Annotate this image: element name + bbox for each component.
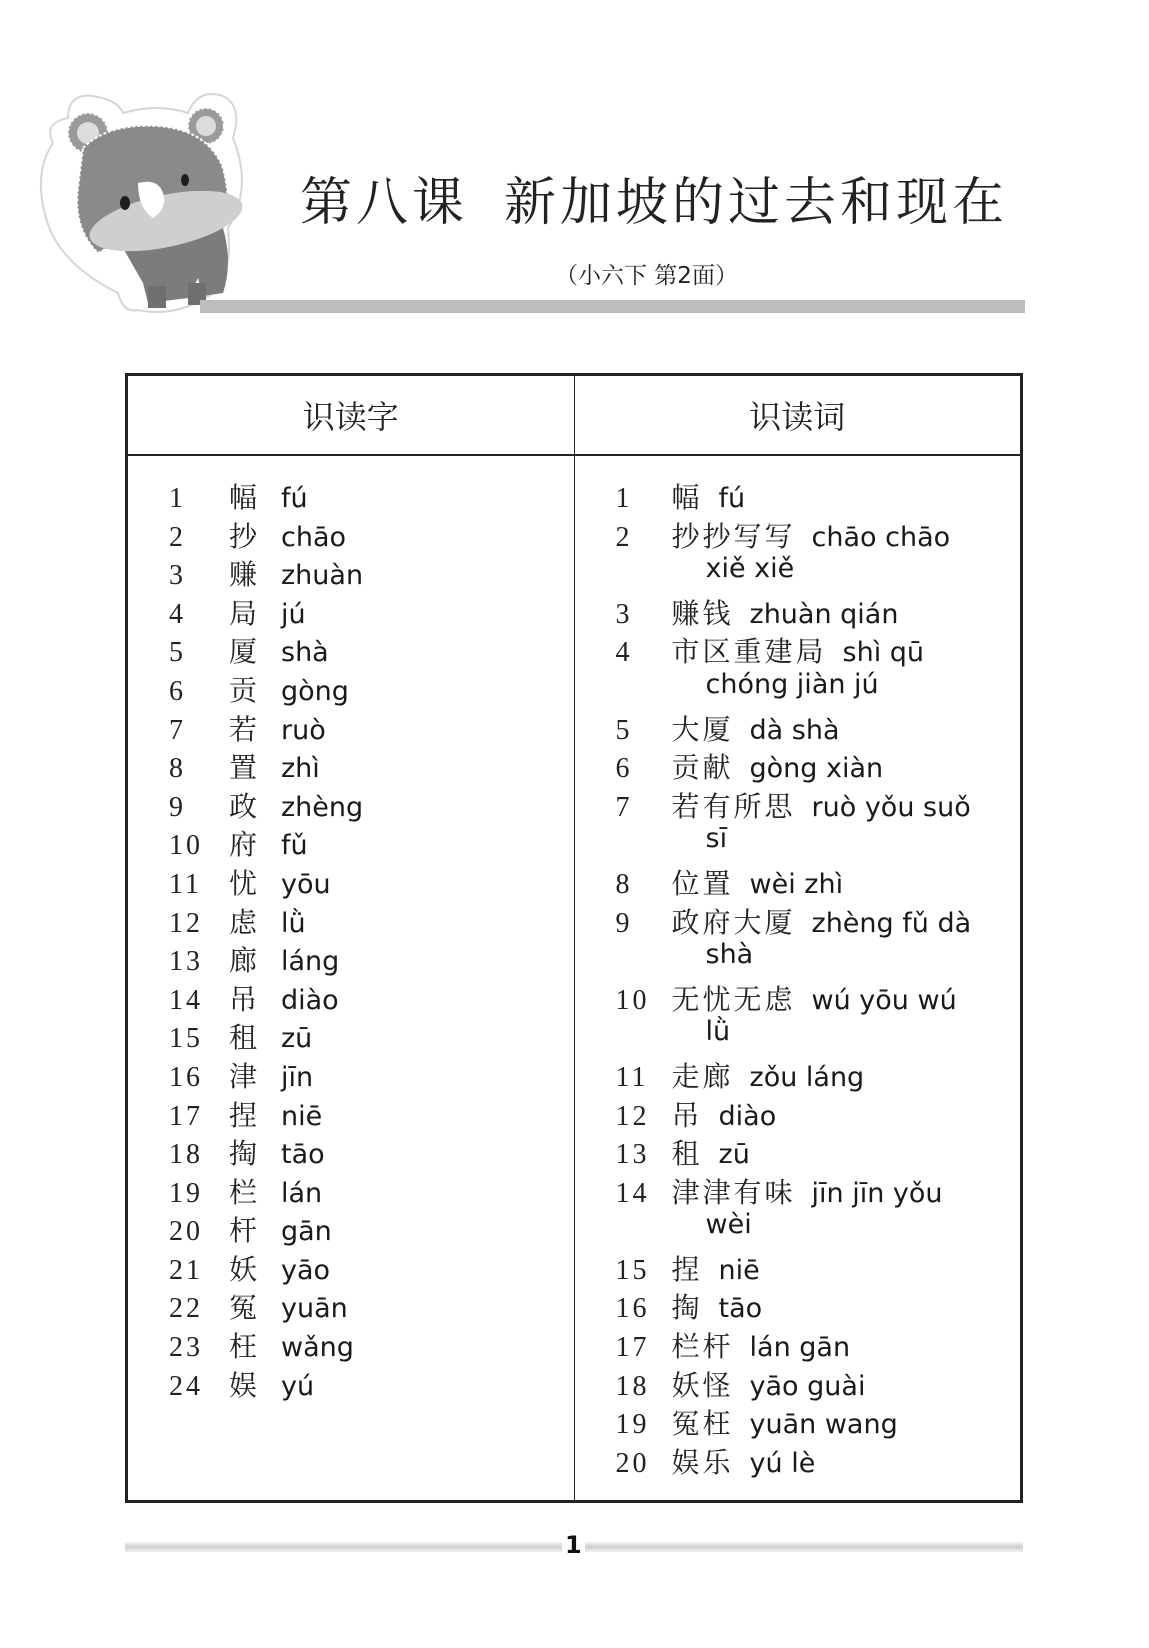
entry-character: 廊 <box>229 944 258 978</box>
character-entry <box>129 592 573 631</box>
entry-number: 20 <box>169 1216 203 1248</box>
entry-word: 位置 <box>671 866 734 900</box>
page-subtitle: （小六下 第2面） <box>555 263 738 289</box>
entry-character: 掏 <box>229 1137 258 1171</box>
entry-character: 枉 <box>229 1330 258 1364</box>
entry-pinyin: zū <box>718 1139 750 1171</box>
lesson-title: 新加坡的过去和现在 <box>504 173 1009 233</box>
word-entry <box>576 1402 1020 1441</box>
tapir-mascot-icon <box>28 78 258 318</box>
entry-character: 局 <box>229 596 258 630</box>
entry-word: 娱乐 <box>671 1445 734 1479</box>
character-entry <box>129 978 573 1017</box>
entry-number: 9 <box>169 791 186 823</box>
word-entry <box>576 1132 1020 1171</box>
entry-pinyin: zhèng <box>281 791 364 823</box>
entry-character: 津 <box>229 1059 258 1093</box>
word-entry <box>576 1364 1020 1403</box>
character-entry <box>129 476 573 515</box>
word-entry <box>576 476 1020 515</box>
entry-pinyin: ruò <box>281 714 326 746</box>
entry-number: 4 <box>615 637 633 669</box>
entry-character: 虑 <box>229 905 258 939</box>
entry-number: 2 <box>169 521 186 553</box>
lesson-number: 第八课 <box>300 173 469 233</box>
entry-word: 栏杆 <box>671 1330 734 1364</box>
entry-word: 捏 <box>671 1252 703 1286</box>
entry-number: 3 <box>169 560 186 592</box>
entry-pinyin: zhì <box>281 753 320 785</box>
word-entry <box>576 978 1020 1017</box>
entry-number: 10 <box>169 830 203 862</box>
character-entry <box>129 862 573 901</box>
entry-number: 18 <box>615 1370 650 1402</box>
word-entry <box>576 785 1020 824</box>
entry-word: 大厦 <box>671 712 734 746</box>
character-entry <box>129 1055 573 1094</box>
entry-number: 11 <box>615 1061 649 1093</box>
word-entry <box>576 1171 1020 1210</box>
character-entry <box>129 1132 573 1171</box>
character-entry <box>129 901 573 940</box>
entry-pinyin: fú <box>718 483 746 514</box>
entry-pinyin: wú yōu wú <box>811 984 957 1016</box>
entry-pinyin: diào <box>281 984 339 1016</box>
character-entry <box>129 823 573 862</box>
entry-number: 9 <box>615 907 633 939</box>
entry-character: 贡 <box>229 673 258 707</box>
entry-pinyin: zhuàn <box>281 560 364 592</box>
entry-character: 妖 <box>229 1252 258 1286</box>
character-entry <box>129 1248 573 1287</box>
entry-pinyin: jīn <box>281 1061 314 1093</box>
entry-number: 11 <box>169 868 202 900</box>
entry-number: 19 <box>615 1409 650 1441</box>
entry-pinyin: jú <box>281 598 306 630</box>
entry-number: 20 <box>615 1447 650 1479</box>
entry-word: 无忧无虑 <box>671 982 796 1016</box>
entry-word: 市区重建局 <box>671 635 827 669</box>
entry-pinyin-continuation: chóng jiàn jú <box>705 668 879 700</box>
entry-number: 21 <box>169 1254 203 1286</box>
entry-pinyin: lǜ <box>281 907 306 939</box>
entry-word: 津津有味 <box>671 1175 796 1209</box>
entry-word: 吊 <box>671 1098 703 1132</box>
entry-character: 若 <box>229 712 258 746</box>
entry-pinyin: chāo <box>281 521 347 553</box>
entry-word: 政府大厦 <box>671 905 796 939</box>
entry-pinyin: tāo <box>718 1293 763 1325</box>
entry-character: 娱 <box>229 1368 258 1402</box>
header-divider-bar <box>200 300 1025 313</box>
character-entry <box>129 1209 573 1248</box>
word-entry <box>576 592 1020 631</box>
characters-list <box>129 476 573 1402</box>
entry-number: 3 <box>615 598 633 630</box>
entry-character: 厦 <box>229 635 258 669</box>
header-words: 识读词 <box>574 375 1022 456</box>
words-column <box>574 455 1022 1502</box>
tapir-mascot-illustration <box>28 78 258 318</box>
entry-number: 1 <box>615 483 633 514</box>
page-title <box>300 160 1008 235</box>
word-entry <box>576 630 1020 669</box>
word-entry <box>576 901 1020 940</box>
entry-pinyin: yú lè <box>749 1447 816 1479</box>
entry-pinyin-continuation: sī <box>705 823 728 855</box>
entry-word: 若有所思 <box>671 789 796 823</box>
entry-pinyin: niē <box>281 1100 323 1132</box>
header-characters: 识读字 <box>127 375 575 456</box>
characters-column <box>127 455 575 1502</box>
entry-number: 8 <box>169 753 186 785</box>
entry-number: 4 <box>169 598 186 630</box>
entry-word: 掏 <box>671 1291 703 1325</box>
entry-pinyin: gòng xiàn <box>749 753 884 785</box>
word-entry <box>576 1325 1020 1364</box>
entry-word: 租 <box>671 1137 703 1171</box>
entry-character: 忧 <box>229 866 258 900</box>
word-entry <box>576 746 1020 785</box>
entry-pinyin: yuān <box>281 1293 348 1325</box>
word-entry <box>576 1094 1020 1133</box>
entry-pinyin: shì qū <box>842 637 925 669</box>
entry-pinyin: zhuàn qián <box>749 598 899 630</box>
character-entry <box>129 669 573 708</box>
entry-number: 2 <box>615 521 633 553</box>
entry-character: 抄 <box>229 519 258 553</box>
word-entry <box>576 862 1020 901</box>
entry-number: 12 <box>169 907 203 939</box>
word-entry <box>576 1441 1020 1480</box>
entry-pinyin: yuān wang <box>749 1409 898 1441</box>
entry-number: 15 <box>169 1023 203 1055</box>
entry-character: 栏 <box>229 1175 258 1209</box>
entry-pinyin-continuation: shà <box>705 939 754 971</box>
entry-word: 赚钱 <box>671 596 734 630</box>
character-entry <box>129 1171 573 1210</box>
entry-number: 5 <box>615 714 633 746</box>
character-entry <box>129 1325 573 1364</box>
entry-character: 府 <box>229 828 258 862</box>
word-entry <box>576 515 1020 554</box>
entry-pinyin: lán gān <box>749 1332 851 1364</box>
entry-number: 6 <box>169 675 186 707</box>
entry-number: 8 <box>615 868 633 900</box>
entry-word: 妖怪 <box>671 1368 734 1402</box>
character-entry <box>129 746 573 785</box>
entry-pinyin-continuation: xiě xiě <box>705 553 795 585</box>
entry-number: 13 <box>615 1139 650 1171</box>
entry-pinyin: zhèng fǔ dà <box>811 907 972 939</box>
entry-word: 冤枉 <box>671 1407 734 1441</box>
entry-number: 16 <box>615 1293 650 1325</box>
entry-pinyin: gòng <box>281 675 349 707</box>
entry-character: 杆 <box>229 1214 258 1248</box>
character-entry <box>129 1016 573 1055</box>
entry-number: 7 <box>169 714 186 746</box>
entry-pinyin: yōu <box>281 868 331 900</box>
entry-pinyin: lán <box>281 1177 323 1209</box>
entry-pinyin: gān <box>281 1216 332 1248</box>
entry-number: 5 <box>169 637 186 669</box>
entry-number: 12 <box>615 1100 650 1132</box>
entry-number: 10 <box>615 984 650 1016</box>
entry-number: 15 <box>615 1254 650 1286</box>
entry-character: 冤 <box>229 1291 258 1325</box>
entry-pinyin: fú <box>281 483 308 514</box>
entry-pinyin: zū <box>281 1023 313 1055</box>
vocabulary-table <box>125 373 1023 1503</box>
entry-pinyin: wèi zhì <box>749 868 844 900</box>
entry-word: 走廊 <box>671 1059 734 1093</box>
entry-character: 吊 <box>229 982 258 1016</box>
word-entry <box>576 1248 1020 1287</box>
word-entry <box>576 708 1020 747</box>
entry-number: 7 <box>615 791 633 823</box>
entry-character: 捏 <box>229 1098 258 1132</box>
character-entry <box>129 708 573 747</box>
entry-pinyin: chāo chāo <box>811 521 951 553</box>
entry-pinyin: wǎng <box>281 1332 354 1364</box>
character-entry <box>129 515 573 554</box>
entry-pinyin: tāo <box>281 1139 325 1171</box>
entry-pinyin-continuation: wèi <box>705 1209 752 1241</box>
entry-number: 14 <box>169 984 203 1016</box>
entry-pinyin: niē <box>718 1254 760 1286</box>
entry-pinyin: shà <box>281 637 329 669</box>
page-number: 1 <box>562 1531 585 1559</box>
entry-number: 6 <box>615 753 633 785</box>
character-entry <box>129 1286 573 1325</box>
entry-character: 赚 <box>229 558 258 592</box>
entry-number: 13 <box>169 946 203 978</box>
entry-number: 24 <box>169 1370 203 1402</box>
entry-pinyin: jīn jīn yǒu <box>811 1177 943 1209</box>
character-entry <box>129 630 573 669</box>
word-entry <box>576 1286 1020 1325</box>
words-list <box>576 476 1020 1479</box>
entry-number: 1 <box>169 483 186 514</box>
entry-pinyin: yāo guài <box>749 1370 866 1402</box>
entry-character: 置 <box>229 751 258 785</box>
entry-number: 16 <box>169 1061 203 1093</box>
character-entry <box>129 939 573 978</box>
entry-number: 17 <box>169 1100 203 1132</box>
entry-number: 14 <box>615 1177 650 1209</box>
entry-pinyin: diào <box>718 1100 777 1132</box>
character-entry <box>129 1364 573 1403</box>
entry-word: 抄抄写写 <box>671 519 796 553</box>
word-entry <box>576 1055 1020 1094</box>
entry-pinyin: ruò yǒu suǒ <box>811 791 971 823</box>
entry-pinyin: zǒu láng <box>749 1061 865 1093</box>
entry-pinyin: láng <box>281 946 340 978</box>
entry-word: 幅 <box>671 481 703 514</box>
character-entry <box>129 1094 573 1133</box>
entry-number: 19 <box>169 1177 203 1209</box>
entry-pinyin: dà shà <box>749 714 840 746</box>
entry-number: 18 <box>169 1139 203 1171</box>
character-entry <box>129 553 573 592</box>
entry-character: 租 <box>229 1021 258 1055</box>
entry-number: 22 <box>169 1293 203 1325</box>
entry-word: 贡献 <box>671 751 734 785</box>
character-entry <box>129 785 573 824</box>
entry-character: 政 <box>229 789 258 823</box>
entry-character: 幅 <box>229 481 258 514</box>
entry-number: 17 <box>615 1332 650 1364</box>
entry-pinyin: yāo <box>281 1254 331 1286</box>
entry-pinyin: fǔ <box>281 830 308 862</box>
entry-number: 23 <box>169 1332 203 1364</box>
entry-pinyin-continuation: lǜ <box>705 1016 731 1048</box>
entry-pinyin: yú <box>281 1370 315 1402</box>
